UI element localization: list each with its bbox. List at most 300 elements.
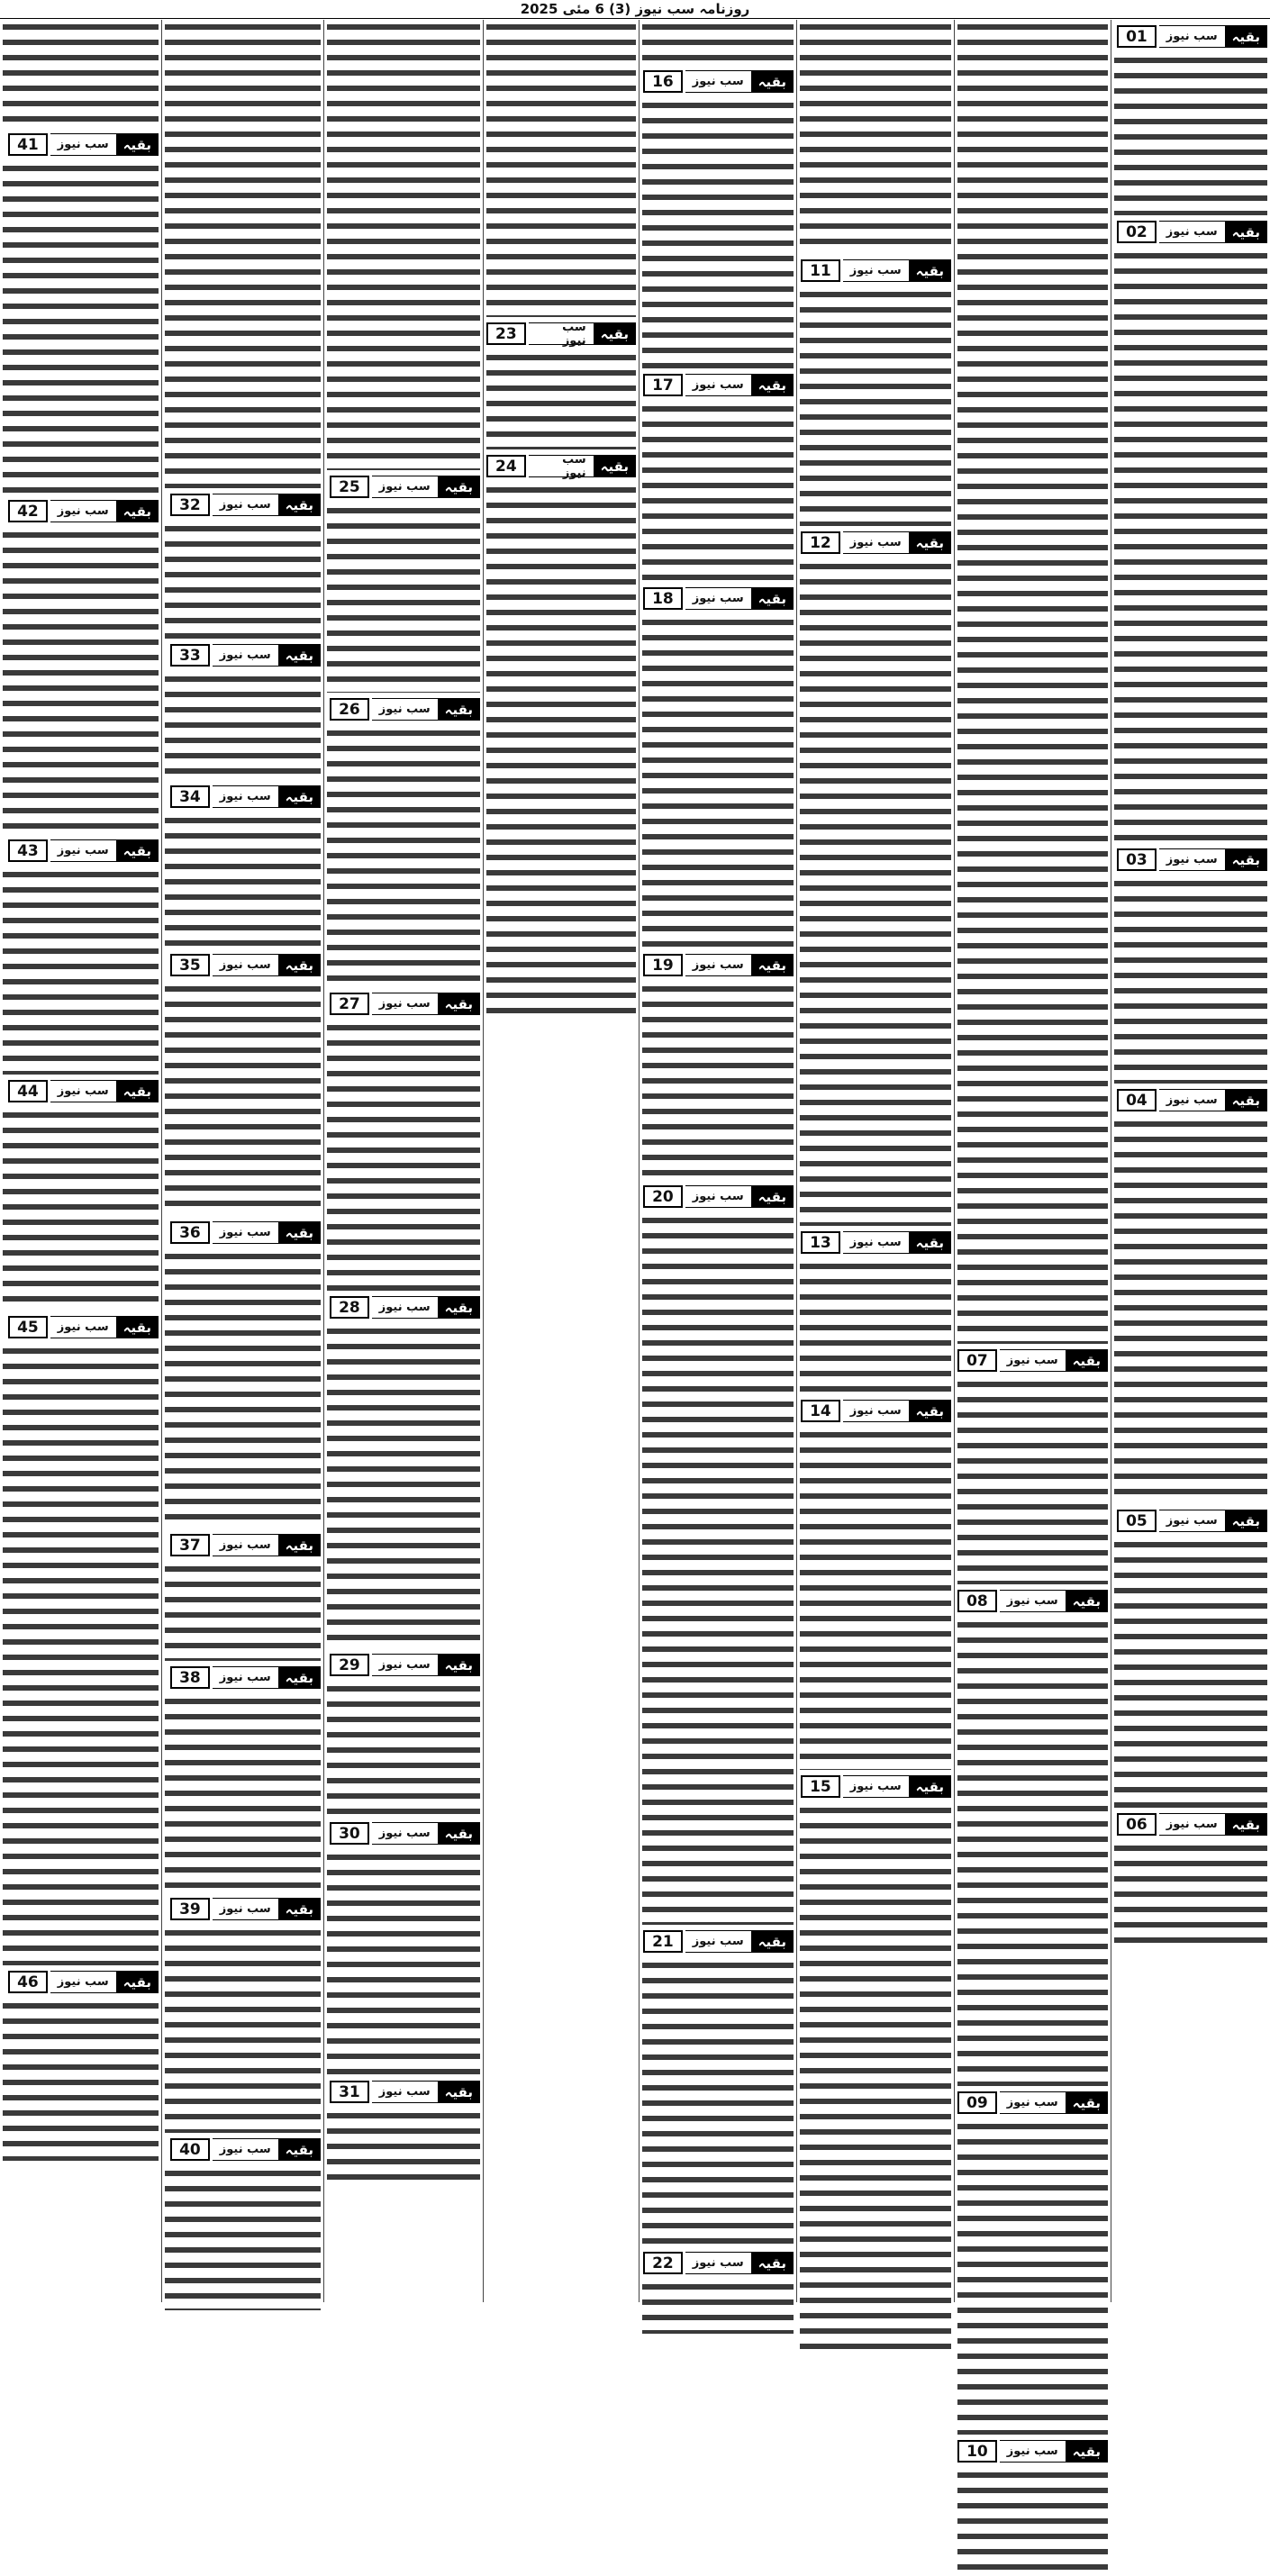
continuation-label: سب نیوز — [50, 839, 116, 862]
continuation-header — [1114, 1510, 1267, 1532]
continuation-label: سب نیوز — [685, 2252, 751, 2274]
continuation-label: سب نیوز — [213, 1221, 278, 1244]
continuation-segment — [800, 259, 951, 526]
continuation-tag: بقیہ — [438, 476, 480, 498]
continuation-label: سب نیوز — [1159, 221, 1225, 243]
continuation-header — [957, 1349, 1108, 1372]
continuation-label: سب نیوز — [50, 1971, 116, 1993]
continuation-segment — [165, 1221, 321, 1528]
continuation-tag: بقیہ — [1066, 1590, 1108, 1612]
continuation-segment — [165, 2138, 321, 2310]
column-1 — [1111, 20, 1270, 2302]
continuation-label: سب نیوز — [372, 993, 438, 1015]
article-body-text — [165, 1926, 321, 2133]
continuation-tag: بقیہ — [278, 1221, 321, 1244]
continuation-number: 05 — [1117, 1510, 1157, 1532]
continuation-label: سب نیوز — [213, 954, 278, 976]
article-body-text — [642, 1213, 794, 1925]
article-body-text — [800, 287, 951, 526]
continuation-segment — [165, 1898, 321, 2133]
article-body-text — [957, 2468, 1108, 2576]
continuation-header — [1114, 1089, 1267, 1111]
continuation-segment — [957, 1349, 1108, 1584]
column-5 — [484, 20, 639, 2302]
continuation-segment — [642, 1185, 794, 1925]
continuation-header — [800, 1400, 951, 1422]
article-body-text — [3, 20, 159, 128]
continuation-label: سب نیوز — [372, 2081, 438, 2103]
continuation-header — [3, 500, 159, 522]
continuation-tag: بقیہ — [1225, 1813, 1267, 1836]
continuation-segment — [957, 2440, 1108, 2576]
continuation-header — [642, 1930, 794, 1953]
article-body-text — [800, 1428, 951, 1770]
continuation-header — [486, 320, 636, 348]
continuation-header — [486, 452, 636, 480]
continuation-tag: بقیہ — [1225, 848, 1267, 871]
continuation-segment — [800, 20, 951, 254]
continuation-header — [327, 993, 480, 1015]
continuation-header — [800, 259, 951, 282]
article-body-text — [3, 1344, 159, 1965]
continuation-segment — [165, 1534, 321, 1661]
continuation-segment — [327, 993, 480, 1291]
continuation-segment — [642, 2252, 794, 2334]
article-body-text — [1114, 249, 1267, 843]
article-body-text — [327, 726, 480, 987]
continuation-number: 31 — [330, 2081, 369, 2103]
article-body-text — [800, 1803, 951, 2353]
article-body-text — [3, 161, 159, 494]
continuation-number: 10 — [957, 2440, 997, 2463]
continuation-tag: بقیہ — [751, 954, 794, 976]
continuation-header — [642, 1185, 794, 1208]
article-body-text — [642, 98, 794, 368]
continuation-segment — [327, 476, 480, 693]
continuation-header — [1114, 221, 1267, 243]
article-body-text — [1114, 1841, 1267, 1949]
continuation-segment — [486, 20, 636, 317]
continuation-header — [642, 70, 794, 93]
continuation-segment — [165, 785, 321, 948]
continuation-number: 46 — [8, 1971, 48, 1993]
continuation-number: 08 — [957, 1590, 997, 1612]
continuation-header — [165, 1534, 321, 1556]
article-body-text — [327, 1850, 480, 2075]
column-rule — [161, 20, 162, 2302]
continuation-tag: بقیہ — [438, 1654, 480, 1676]
continuation-segment — [1114, 848, 1267, 1084]
continuation-label: سب نیوز — [1000, 2091, 1066, 2114]
article-body-text — [957, 1377, 1108, 1584]
continuation-number: 45 — [8, 1316, 48, 1338]
continuation-label: سب نیوز — [213, 2138, 278, 2161]
continuation-segment — [642, 70, 794, 368]
article-body-text — [327, 1020, 480, 1291]
article-body-text — [3, 1108, 159, 1311]
continuation-label: سب نیوز — [1159, 1510, 1225, 1532]
continuation-segment — [165, 644, 321, 780]
continuation-tag: بقیہ — [1225, 221, 1267, 243]
continuation-segment — [165, 954, 321, 1216]
continuation-tag: بقیہ — [116, 1080, 159, 1102]
continuation-number: 39 — [170, 1898, 210, 1920]
continuation-number: 34 — [170, 785, 210, 808]
continuation-number: 23 — [486, 322, 526, 345]
continuation-segment — [327, 1822, 480, 2075]
continuation-number: 44 — [8, 1080, 48, 1102]
article-body-text — [165, 672, 321, 780]
continuation-header — [1114, 1813, 1267, 1836]
continuation-segment — [327, 2081, 480, 2181]
continuation-label: سب نیوز — [685, 374, 751, 396]
column-4 — [640, 20, 796, 2302]
continuation-number: 27 — [330, 993, 369, 1015]
continuation-number: 28 — [330, 1296, 369, 1319]
article-body-text — [165, 2166, 321, 2310]
continuation-header — [327, 476, 480, 498]
article-body-text — [165, 813, 321, 948]
continuation-label: سب نیوز — [843, 1775, 909, 1798]
article-body-text — [165, 1249, 321, 1528]
continuation-tag: بقیہ — [278, 644, 321, 667]
continuation-label: سب نیوز — [1000, 2440, 1066, 2463]
continuation-segment — [642, 20, 794, 65]
continuation-segment — [165, 494, 321, 639]
continuation-label: سب نیوز — [213, 494, 278, 516]
article-body-text — [642, 2280, 794, 2334]
continuation-number: 40 — [170, 2138, 210, 2161]
continuation-header — [327, 1822, 480, 1845]
continuation-label: سب نیوز — [50, 133, 116, 156]
continuation-segment — [3, 1971, 159, 2161]
continuation-label: سب نیوز — [1159, 25, 1225, 48]
continuation-segment — [642, 374, 794, 582]
continuation-tag: بقیہ — [751, 1185, 794, 1208]
continuation-number: 38 — [170, 1666, 210, 1689]
continuation-segment — [800, 1231, 951, 1394]
continuation-tag: بقیہ — [438, 698, 480, 721]
continuation-header — [800, 1775, 951, 1798]
continuation-segment — [1114, 1089, 1267, 1504]
continuation-tag: بقیہ — [278, 1534, 321, 1556]
continuation-header — [3, 1316, 159, 1338]
continuation-segment — [957, 20, 1108, 1344]
continuation-number: 16 — [643, 70, 683, 93]
article-body-text — [3, 1999, 159, 2161]
continuation-header — [642, 954, 794, 976]
continuation-label: سب نیوز — [213, 785, 278, 808]
continuation-label: سب نیوز — [213, 1666, 278, 1689]
continuation-tag: بقیہ — [909, 1775, 951, 1798]
continuation-segment — [486, 452, 636, 1023]
continuation-tag: بقیہ — [594, 322, 636, 345]
continuation-tag: بقیہ — [116, 1316, 159, 1338]
continuation-label: سب نیوز — [50, 500, 116, 522]
article-body-text — [1114, 53, 1267, 215]
continuation-label: سب نیوز — [1000, 1590, 1066, 1612]
continuation-number: 03 — [1117, 848, 1157, 871]
continuation-tag: بقیہ — [116, 500, 159, 522]
continuation-tag: بقیہ — [278, 1898, 321, 1920]
continuation-label: سب نیوز — [372, 1654, 438, 1676]
column-rule — [796, 20, 797, 2302]
continuation-label: سب نیوز — [685, 1930, 751, 1953]
continuation-header — [327, 2081, 480, 2103]
continuation-number: 30 — [330, 1822, 369, 1845]
article-body-text — [3, 867, 159, 1075]
article-body-text — [486, 483, 636, 1023]
continuation-header — [800, 531, 951, 554]
continuation-header — [165, 785, 321, 808]
continuation-tag: بقیہ — [909, 1231, 951, 1254]
continuation-label: سب نیوز — [685, 954, 751, 976]
continuation-header — [957, 1590, 1108, 1612]
continuation-label: سب نیوز — [685, 1185, 751, 1208]
continuation-segment — [327, 1654, 480, 1817]
continuation-tag: بقیہ — [438, 993, 480, 1015]
continuation-tag: بقیہ — [909, 531, 951, 554]
continuation-tag: بقیہ — [116, 133, 159, 156]
continuation-segment — [642, 587, 794, 948]
continuation-header — [642, 587, 794, 610]
article-body-text — [165, 1694, 321, 1892]
continuation-label: سب نیوز — [1159, 1813, 1225, 1836]
continuation-header — [3, 133, 159, 156]
continuation-number: 06 — [1117, 1813, 1157, 1836]
continuation-label: سب نیوز — [843, 259, 909, 282]
continuation-label: سب نیوز — [213, 1534, 278, 1556]
continuation-label: سب نیوز — [372, 476, 438, 498]
article-body-text — [486, 350, 636, 449]
column-rule — [639, 20, 640, 2302]
continuation-tag: بقیہ — [1066, 2091, 1108, 2114]
continuation-tag: بقیہ — [751, 1930, 794, 1953]
continuation-segment — [800, 531, 951, 1226]
continuation-header — [3, 1080, 159, 1102]
continuation-tag: بقیہ — [751, 374, 794, 396]
continuation-tag: بقیہ — [116, 839, 159, 862]
continuation-number: 19 — [643, 954, 683, 976]
column-rule — [323, 20, 324, 2302]
continuation-number: 14 — [801, 1400, 840, 1422]
continuation-header — [327, 698, 480, 721]
continuation-number: 02 — [1117, 221, 1157, 243]
continuation-header — [165, 1221, 321, 1244]
article-body-text — [800, 559, 951, 1226]
continuation-label: سب نیوز — [843, 531, 909, 554]
continuation-number: 15 — [801, 1775, 840, 1798]
article-body-text — [165, 20, 321, 488]
continuation-tag: بقیہ — [909, 1400, 951, 1422]
continuation-number: 12 — [801, 531, 840, 554]
continuation-header — [165, 1898, 321, 1920]
article-body-text — [957, 20, 1108, 1344]
continuation-label: سب نیوز — [1159, 848, 1225, 871]
continuation-header — [165, 2138, 321, 2161]
continuation-number: 24 — [486, 455, 526, 477]
continuation-header — [1114, 25, 1267, 48]
continuation-label: سب نیوز — [372, 698, 438, 721]
continuation-number: 35 — [170, 954, 210, 976]
continuation-segment — [1114, 1813, 1267, 1949]
continuation-tag: بقیہ — [438, 1296, 480, 1319]
continuation-segment — [800, 1775, 951, 2353]
article-body-text — [800, 20, 951, 254]
article-body-text — [642, 615, 794, 948]
article-body-text — [800, 1259, 951, 1394]
continuation-segment — [800, 1400, 951, 1770]
continuation-segment — [957, 1590, 1108, 2086]
continuation-header — [642, 374, 794, 396]
continuation-label: سب نیوز — [529, 455, 594, 477]
continuation-segment — [3, 500, 159, 834]
article-body-text — [165, 522, 321, 639]
continuation-segment — [327, 1296, 480, 1648]
column-7 — [162, 20, 323, 2302]
column-3 — [797, 20, 954, 2302]
continuation-tag: بقیہ — [438, 1822, 480, 1845]
continuation-label: سب نیوز — [685, 587, 751, 610]
continuation-number: 41 — [8, 133, 48, 156]
continuation-number: 25 — [330, 476, 369, 498]
article-body-text — [1114, 876, 1267, 1084]
continuation-label: سب نیوز — [372, 1296, 438, 1319]
continuation-tag: بقیہ — [1225, 1510, 1267, 1532]
continuation-tag: بقیہ — [1225, 25, 1267, 48]
article-body-text — [642, 20, 794, 65]
article-body-text — [642, 1958, 794, 2246]
continuation-tag: بقیہ — [751, 2252, 794, 2274]
continuation-number: 04 — [1117, 1089, 1157, 1111]
continuation-tag: بقیہ — [594, 455, 636, 477]
continuation-number: 01 — [1117, 25, 1157, 48]
continuation-tag: بقیہ — [438, 2081, 480, 2103]
continuation-segment — [642, 954, 794, 1180]
continuation-header — [800, 1231, 951, 1254]
continuation-label: سب نیوز — [529, 322, 594, 345]
continuation-segment — [3, 839, 159, 1075]
article-body-text — [3, 528, 159, 834]
continuation-segment — [165, 20, 321, 488]
continuation-header — [3, 839, 159, 862]
column-6 — [324, 20, 483, 2302]
page-masthead: روزنامہ سب نیوز (3) 6 مئی 2025 — [0, 0, 1270, 19]
article-body-text — [486, 20, 636, 317]
article-body-text — [327, 2109, 480, 2181]
continuation-tag: بقیہ — [116, 1971, 159, 1993]
article-body-text — [1114, 1117, 1267, 1504]
continuation-number: 07 — [957, 1349, 997, 1372]
article-body-text — [642, 982, 794, 1180]
continuation-header — [165, 954, 321, 976]
continuation-header — [165, 494, 321, 516]
continuation-segment — [486, 322, 636, 449]
continuation-number: 32 — [170, 494, 210, 516]
continuation-label: سب نیوز — [50, 1316, 116, 1338]
continuation-segment — [1114, 25, 1267, 215]
continuation-label: سب نیوز — [843, 1400, 909, 1422]
continuation-header — [957, 2091, 1108, 2114]
continuation-tag: بقیہ — [751, 70, 794, 93]
continuation-header — [165, 1666, 321, 1689]
continuation-tag: بقیہ — [1225, 1089, 1267, 1111]
article-body-text — [1114, 1537, 1267, 1808]
continuation-tag: بقیہ — [278, 2138, 321, 2161]
continuation-number: 37 — [170, 1534, 210, 1556]
continuation-number: 36 — [170, 1221, 210, 1244]
continuation-tag: بقیہ — [909, 259, 951, 282]
continuation-segment — [1114, 221, 1267, 843]
continuation-number: 33 — [170, 644, 210, 667]
continuation-header — [327, 1654, 480, 1676]
continuation-number: 22 — [643, 2252, 683, 2274]
column-8 — [0, 20, 161, 2302]
continuation-tag: بقیہ — [278, 954, 321, 976]
continuation-header — [642, 2252, 794, 2274]
continuation-segment — [3, 20, 159, 128]
continuation-segment — [3, 1080, 159, 1311]
continuation-number: 21 — [643, 1930, 683, 1953]
continuation-header — [1114, 848, 1267, 871]
continuation-segment — [327, 20, 480, 470]
continuation-header — [957, 2440, 1108, 2463]
continuation-segment — [165, 1666, 321, 1892]
article-body-text — [327, 20, 480, 470]
continuation-tag: بقیہ — [1066, 2440, 1108, 2463]
article-body-text — [957, 2119, 1108, 2435]
continuation-tag: بقیہ — [278, 494, 321, 516]
continuation-label: سب نیوز — [1000, 1349, 1066, 1372]
continuation-segment — [3, 133, 159, 494]
article-body-text — [327, 1324, 480, 1648]
continuation-number: 29 — [330, 1654, 369, 1676]
continuation-segment — [957, 2091, 1108, 2435]
continuation-label: سب نیوز — [843, 1231, 909, 1254]
continuation-label: سب نیوز — [213, 644, 278, 667]
continuation-segment — [327, 698, 480, 987]
continuation-label: سب نیوز — [372, 1822, 438, 1845]
column-2 — [955, 20, 1111, 2461]
continuation-number: 11 — [801, 259, 840, 282]
continuation-header — [327, 1296, 480, 1319]
continuation-segment — [3, 1316, 159, 1965]
continuation-label: سب نیوز — [213, 1898, 278, 1920]
continuation-segment — [1114, 1510, 1267, 1808]
continuation-number: 43 — [8, 839, 48, 862]
continuation-tag: بقیہ — [278, 785, 321, 808]
continuation-header — [3, 1971, 159, 1993]
continuation-tag: بقیہ — [278, 1666, 321, 1689]
continuation-number: 13 — [801, 1231, 840, 1254]
continuation-tag: بقیہ — [751, 587, 794, 610]
continuation-number: 42 — [8, 500, 48, 522]
article-body-text — [957, 1618, 1108, 2086]
continuation-segment — [642, 1930, 794, 2246]
continuation-number: 17 — [643, 374, 683, 396]
article-body-text — [327, 1682, 480, 1817]
article-body-text — [327, 503, 480, 693]
column-rule — [954, 20, 955, 2302]
continuation-number: 09 — [957, 2091, 997, 2114]
continuation-header — [165, 644, 321, 667]
article-body-text — [165, 1562, 321, 1661]
continuation-label: سب نیوز — [50, 1080, 116, 1102]
continuation-label: سب نیوز — [685, 70, 751, 93]
continuation-number: 20 — [643, 1185, 683, 1208]
article-body-text — [165, 982, 321, 1216]
article-body-text — [642, 402, 794, 582]
